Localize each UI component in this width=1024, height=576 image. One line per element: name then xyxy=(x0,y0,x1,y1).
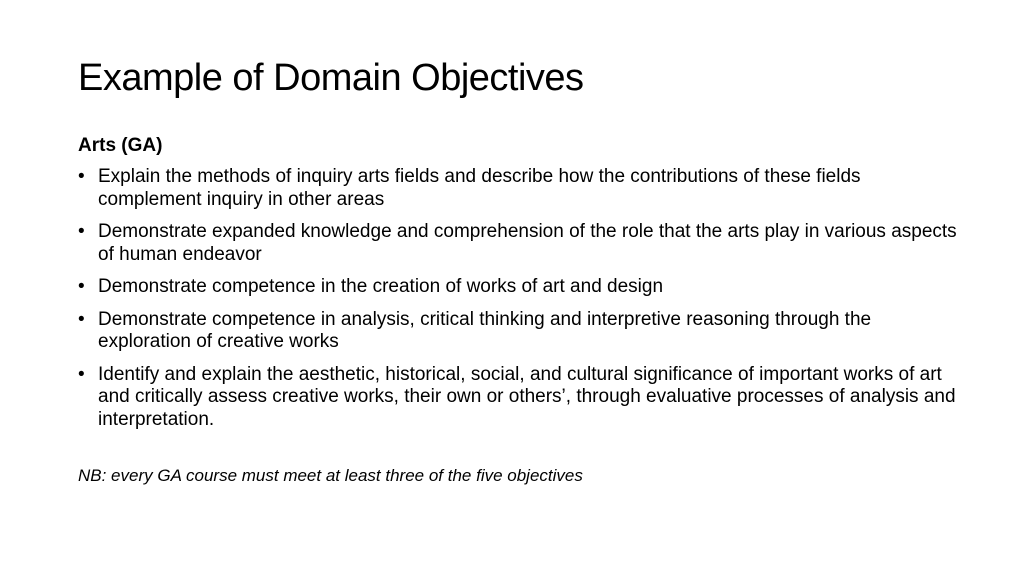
objective-text: Demonstrate competence in the creation of works of art and design xyxy=(98,276,664,297)
list-item xyxy=(78,221,958,266)
list-item xyxy=(78,364,958,432)
list-item xyxy=(78,276,958,299)
slide-content xyxy=(78,134,958,487)
bullet-icon: • xyxy=(78,308,85,330)
bullet-icon: • xyxy=(78,276,85,297)
slide-title: Example of Domain Objectives xyxy=(78,57,584,99)
section-heading: Arts (GA) xyxy=(78,135,163,156)
objective-text: Demonstrate competence in analysis, critical thinking and interpretive reasoning through the exploration of creative works xyxy=(98,308,872,352)
objectives-list xyxy=(78,166,958,431)
list-item xyxy=(78,166,958,211)
objective-text: Explain the methods of inquiry arts fields and describe how the contributions of these fields complement inquiry in other areas xyxy=(98,166,861,210)
objective-text: Identify and explain the aesthetic, historical, social, and cultural significance of important works of art and critically assess creative works, their own or others’, through evaluative processes of analysis and interpretation. xyxy=(98,363,956,430)
bullet-icon: • xyxy=(78,363,85,385)
objective-text: Demonstrate expanded knowledge and comprehension of the role that the arts play in various aspects of human endeavor xyxy=(98,221,957,265)
footnote: NB: every GA course must meet at least three of the five objectives xyxy=(78,466,583,485)
bullet-icon: • xyxy=(78,166,85,187)
bullet-icon: • xyxy=(78,221,85,242)
list-item xyxy=(78,309,958,354)
